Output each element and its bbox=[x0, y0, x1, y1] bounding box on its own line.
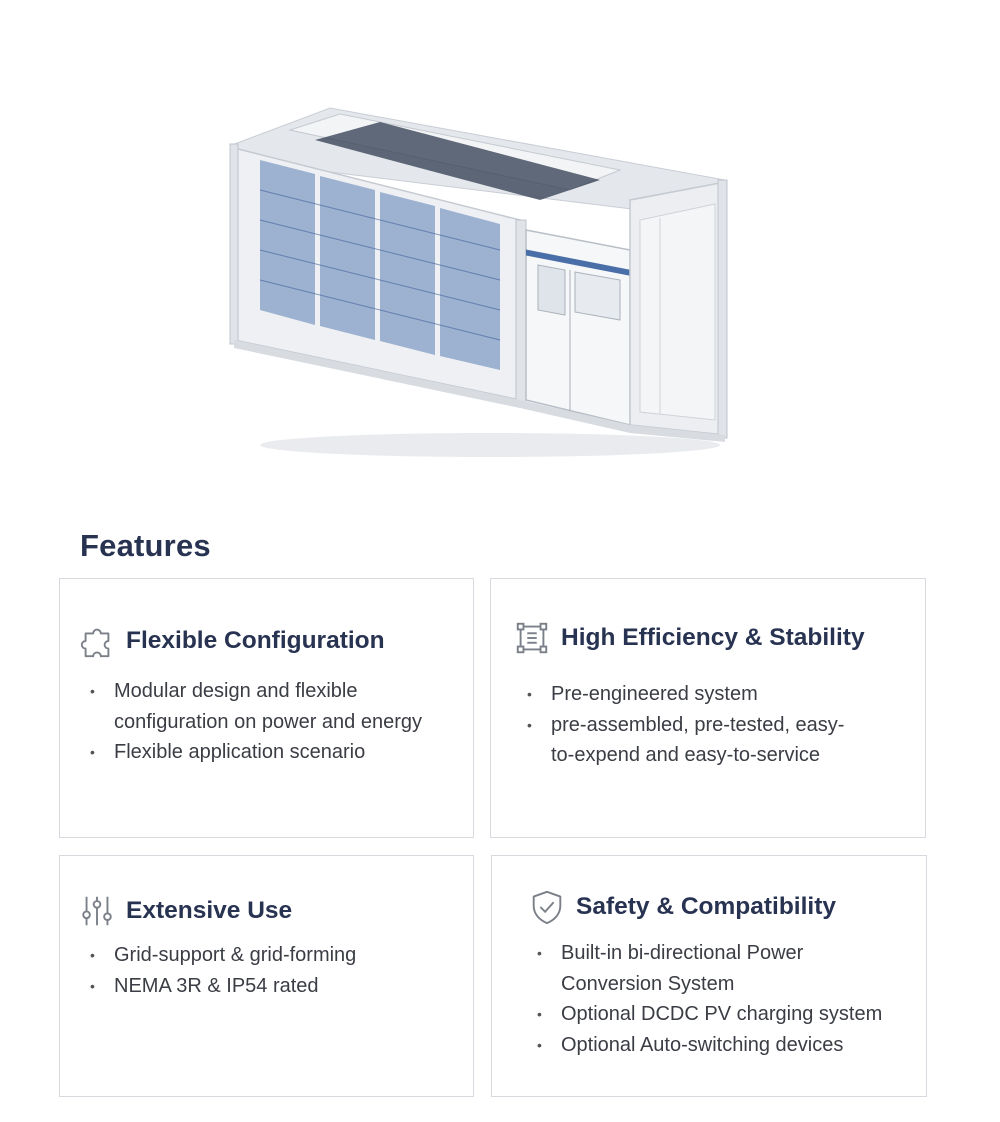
feature-card-high-efficiency bbox=[490, 578, 926, 838]
feature-bullets bbox=[90, 940, 450, 1001]
feature-card-header bbox=[513, 619, 865, 657]
feature-card-header bbox=[528, 888, 836, 926]
feature-title: Flexible Configuration bbox=[126, 627, 385, 654]
bullet-item: • Flexible application scenario bbox=[90, 737, 430, 768]
bullet-item: • Built-in bi-directional Power Conversion System bbox=[537, 938, 907, 999]
container-illustration bbox=[220, 100, 740, 470]
feature-title: High Efficiency & Stability bbox=[561, 624, 865, 651]
puzzle-icon bbox=[78, 622, 116, 660]
bullet-item: • Optional DCDC PV charging system bbox=[537, 999, 907, 1030]
feature-card-flexible-configuration bbox=[59, 578, 474, 838]
feature-card-extensive-use bbox=[59, 855, 474, 1097]
bullet-item: • Optional Auto-switching devices bbox=[537, 1030, 907, 1061]
feature-title: Safety & Compatibility bbox=[576, 893, 837, 920]
feature-bullets bbox=[537, 938, 907, 1060]
feature-card-header bbox=[78, 622, 385, 660]
feature-bullets bbox=[90, 676, 430, 768]
bullet-item: • pre-assembled, pre-tested, easy-to-expend and easy-to-service bbox=[527, 710, 867, 771]
feature-title: Extensive Use bbox=[126, 897, 293, 924]
bullet-item: • Grid-support & grid-forming bbox=[90, 940, 450, 971]
feature-bullets bbox=[527, 679, 867, 771]
list-frame-icon bbox=[513, 619, 551, 657]
shield-check-icon bbox=[528, 888, 566, 926]
feature-card-safety-compatibility bbox=[491, 855, 927, 1097]
sliders-icon bbox=[78, 892, 116, 930]
bullet-item: • NEMA 3R & IP54 rated bbox=[90, 971, 450, 1002]
bullet-item: • Pre-engineered system bbox=[527, 679, 867, 710]
features-heading: Features bbox=[80, 528, 211, 563]
bullet-item: • Modular design and flexible configuration on power and energy bbox=[90, 676, 430, 737]
feature-card-header bbox=[78, 892, 292, 930]
